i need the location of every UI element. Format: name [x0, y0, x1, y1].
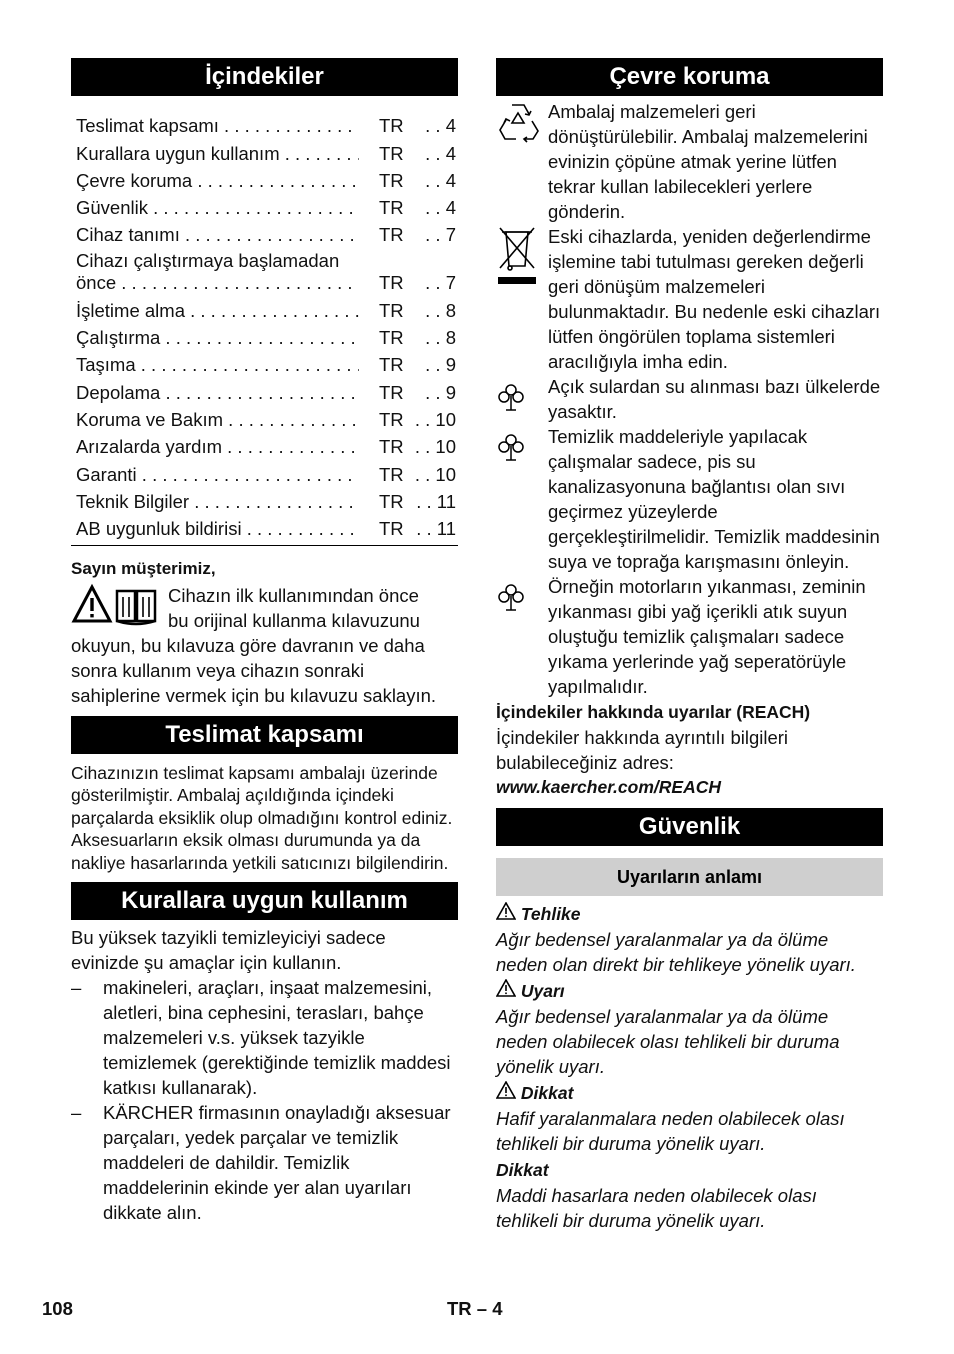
warning-icon [496, 902, 516, 920]
env-item-text: Açık sulardan su alınması bazı ülkelerde yasaktır. [548, 376, 881, 422]
toc-entry-title: Koruma ve Bakım . . . [76, 409, 359, 430]
env-item [496, 424, 883, 574]
env-item-text: Temizlik maddeleriyle yapılacak çalışmalar sadece, pis su kanalizasyonuna bağlantısı olan sıvı geçirmez yüzeylerde gerçekleştirilmelidir. Temizlik maddesinin suya ve toprağa karışmasını önleyin. [548, 426, 880, 572]
toc-entry-lang: TR [379, 490, 404, 512]
toc-entry-title: önce . . . [76, 272, 359, 293]
toc-entry[interactable] [76, 513, 458, 540]
greeting: Sayın müşterimiz, [71, 559, 216, 579]
left-column [71, 58, 458, 1225]
toc-entry-lang: TR [379, 518, 404, 540]
env-item-text: Eski cihazlarda, yeniden değerlendirme işlemine tabi tutulması gereken değerli geri dönüşüm malzemeleri bulunmaktadır. Bu nedenle eski cihazları lütfen öngörülen toplama sistemleri aracılığıyla imha edin. [548, 226, 881, 372]
toc-entry[interactable] [76, 246, 458, 294]
toc-entry-title: Depolama . . . [76, 382, 359, 403]
env-item [496, 224, 883, 374]
toc-entry[interactable] [76, 376, 458, 403]
warning-icon [496, 1081, 516, 1099]
env-item-text: Örneğin motorların yıkanması, zeminin yıkanması gibi yağ içerikli atık suyun oluştuğu temizlik çalışmaları sadece yıkama yerlerinde yağ seperatörüyle yapılmalıdır. [548, 576, 866, 697]
manual-icons [71, 583, 168, 633]
toc-entry-page: 8 [445, 299, 456, 321]
warning-text: Ağır bedensel yaralanmalar ya da ölüme neden olabilecek olası tehlikeli bir duruma yönelik uyarı. [496, 1006, 840, 1077]
toc-entry-title-line1: Cihazı çalıştırmaya başlamadan [76, 250, 340, 272]
toc-entry-lang: TR [379, 224, 404, 246]
warning-label-text: Tehlike [520, 904, 581, 924]
env-item [496, 99, 883, 224]
tree-icon [496, 432, 526, 462]
toc-entry[interactable] [76, 165, 458, 192]
toc-entry[interactable] [76, 322, 458, 349]
crossed-bin-icon [496, 224, 538, 286]
toc-entry-page: 11 [436, 518, 456, 540]
toc-entry-page: 4 [445, 169, 456, 191]
toc-entry-lang: TR [379, 327, 404, 349]
toc-entry-lang: TR [379, 115, 404, 137]
warning-label [496, 902, 883, 927]
toc-entry-page: 8 [445, 327, 456, 349]
warning-label-text: Uyarı [520, 981, 565, 1001]
reach-link[interactable]: www.kaercher.com/REACH [496, 777, 721, 797]
toc-entry-page: 4 [445, 115, 456, 137]
warning-icon [496, 979, 516, 997]
toc-entry-lang: TR [379, 381, 404, 403]
tree-icon [496, 582, 526, 612]
toc-entry-lang: TR [379, 169, 404, 191]
toc-entry-page: 10 [435, 436, 456, 458]
delivery-text-2: Aksesuarların eksik olması durumunda ya da nakliye hasarlarında yetkili satıcınızı bilgilendirin. [71, 830, 449, 873]
toc-entry-page: 7 [445, 224, 456, 246]
env-item [496, 374, 883, 424]
table-of-contents [71, 110, 458, 540]
toc-entry-lang: TR [379, 408, 404, 430]
intro-text: okuyun, bu kılavuza göre davranın ve daha sonra kullanım veya cihazın sonraki sahiplerine vermek için bu kılavuzu saklayın. [71, 634, 437, 706]
toc-entry[interactable] [76, 486, 458, 513]
toc-entry[interactable] [76, 192, 458, 219]
toc-entry-lang: TR [379, 299, 404, 321]
delivery-text: Cihazınızın teslimat kapsamı ambalajı üzerinde gösterilmiştir. Ambalaj açıldığında içindeki parçalarda eksiklik olup olmadığını kontrol ediniz. [71, 762, 453, 828]
toc-entry-title: Taşıma . . . [76, 354, 359, 375]
toc-entry-lang: TR [379, 197, 404, 219]
list-dash: – [71, 1102, 82, 1124]
list-item [71, 975, 458, 1100]
toc-entry-page: 9 [445, 354, 456, 376]
list-item-text: makineleri, araçları, inşaat malzemesini, aletleri, bina cephesini, terasları, bahçe malzemeleri v.s. yüksek tazyikle temizlemek (gerektiğinde temizlik maddesi katkısı kullanarak). [103, 977, 451, 1099]
intro-line-2: bu orijinal kullanma kılavuzunu [168, 609, 420, 631]
toc-entry[interactable] [76, 294, 458, 321]
toc-entry[interactable] [76, 404, 458, 431]
toc-entry-title: Arızalarda yardım . . . [76, 436, 359, 457]
toc-entry-lang: TR [379, 142, 404, 164]
toc-entry-title: İşletime alma . . . [76, 300, 359, 321]
toc-entry-page: 11 [436, 490, 456, 512]
toc-entry-lang: TR [379, 354, 404, 376]
toc-entry-page: 10 [435, 463, 456, 485]
safety-heading: Güvenlik [496, 808, 883, 846]
toc-entry-title: Çalıştırma . . . [76, 327, 359, 348]
toc-entry-lang: TR [379, 272, 404, 294]
tree-icon [496, 382, 526, 412]
usage-intro: Bu yüksek tazyikli temizleyiciyi sadece evinizde şu amaçlar için kullanın. [71, 927, 386, 974]
reach-heading: İçindekiler hakkında uyarılar (REACH) [496, 702, 811, 722]
toc-entry-lang: TR [379, 436, 404, 458]
toc-entry-lang: TR [379, 463, 404, 485]
warning-label-text: Dikkat [520, 1083, 574, 1103]
warning-label [496, 1081, 883, 1106]
toc-divider [71, 545, 458, 546]
list-item-text: KÄRCHER firmasının onayladığı aksesuar parçaları, yedek parçalar ve temizlik maddeleri de dahildir. Temizlik maddelerinin ekinde yer alan uyarıları dikkate alın. [103, 1102, 451, 1224]
toc-entry-title: Teknik Bilgiler . . . [76, 491, 359, 512]
toc-entry[interactable] [76, 349, 458, 376]
delivery-heading: Teslimat kapsamı [71, 716, 458, 754]
list-dash: – [71, 977, 82, 999]
toc-entry[interactable] [76, 458, 458, 485]
toc-entry[interactable] [76, 431, 458, 458]
section-reference: TR – 4 [447, 1298, 503, 1319]
toc-entry-page: 9 [445, 381, 456, 403]
toc-entry-page: 7 [445, 272, 456, 294]
usage-heading: Kurallara uygun kullanım [71, 882, 458, 920]
intro-line-1: Cihazın ilk kullanımından önce [168, 584, 419, 606]
env-item [496, 574, 883, 699]
right-column [496, 58, 883, 1233]
warnings-subheading: Uyarıların anlamı [496, 858, 883, 896]
warning-text: Ağır bedensel yaralanmalar ya da ölüme neden olan direkt bir tehlikeye yönelik uyarı. [496, 929, 856, 975]
notice-text: Maddi hasarlara neden olabilecek olası tehlikeli bir duruma yönelik uyarı. [496, 1185, 817, 1231]
toc-entry-title: Cihaz tanımı . . . [76, 224, 359, 245]
usage-list [71, 975, 458, 1225]
toc-entry-title: Teslimat kapsamı . . . [76, 115, 359, 136]
warning-book-icon [71, 583, 161, 627]
toc-entry-title: Çevre koruma . . . [76, 170, 359, 191]
reach-text: İçindekiler hakkında ayrıntılı bilgileri bulabileceğiniz adres: [496, 727, 789, 773]
notice-label: Dikkat [496, 1160, 549, 1180]
toc-entry[interactable] [76, 219, 458, 246]
toc-entry-title: Kurallara uygun kullanım . . . [76, 143, 359, 164]
toc-entry-page: 10 [435, 408, 456, 430]
env-heading: Çevre koruma [496, 58, 883, 96]
toc-heading: İçindekiler [71, 58, 458, 96]
toc-entry[interactable] [76, 137, 458, 164]
warning-label [496, 979, 883, 1004]
env-item-text: Ambalaj malzemeleri geri dönüştürülebilir. Ambalaj malzemelerini evinizin çöpüne atmak yerine lütfen tekrar kullan labilecekleri yerlere gönderin. [548, 101, 868, 222]
toc-entry-title: AB uygunluk bildirisi . . . [76, 518, 359, 539]
toc-entry-title: Garanti . . . [76, 464, 359, 485]
recycle-icon [496, 99, 540, 143]
toc-entry-page: 4 [445, 197, 456, 219]
toc-entry-title: Güvenlik . . . [76, 197, 359, 218]
page-number: 108 [42, 1298, 73, 1319]
toc-entry[interactable] [76, 110, 458, 137]
toc-entry-page: 4 [445, 142, 456, 164]
warning-text: Hafif yaralanmalara neden olabilecek olası tehlikeli bir duruma yönelik uyarı. [496, 1108, 845, 1154]
list-item [71, 1100, 458, 1225]
